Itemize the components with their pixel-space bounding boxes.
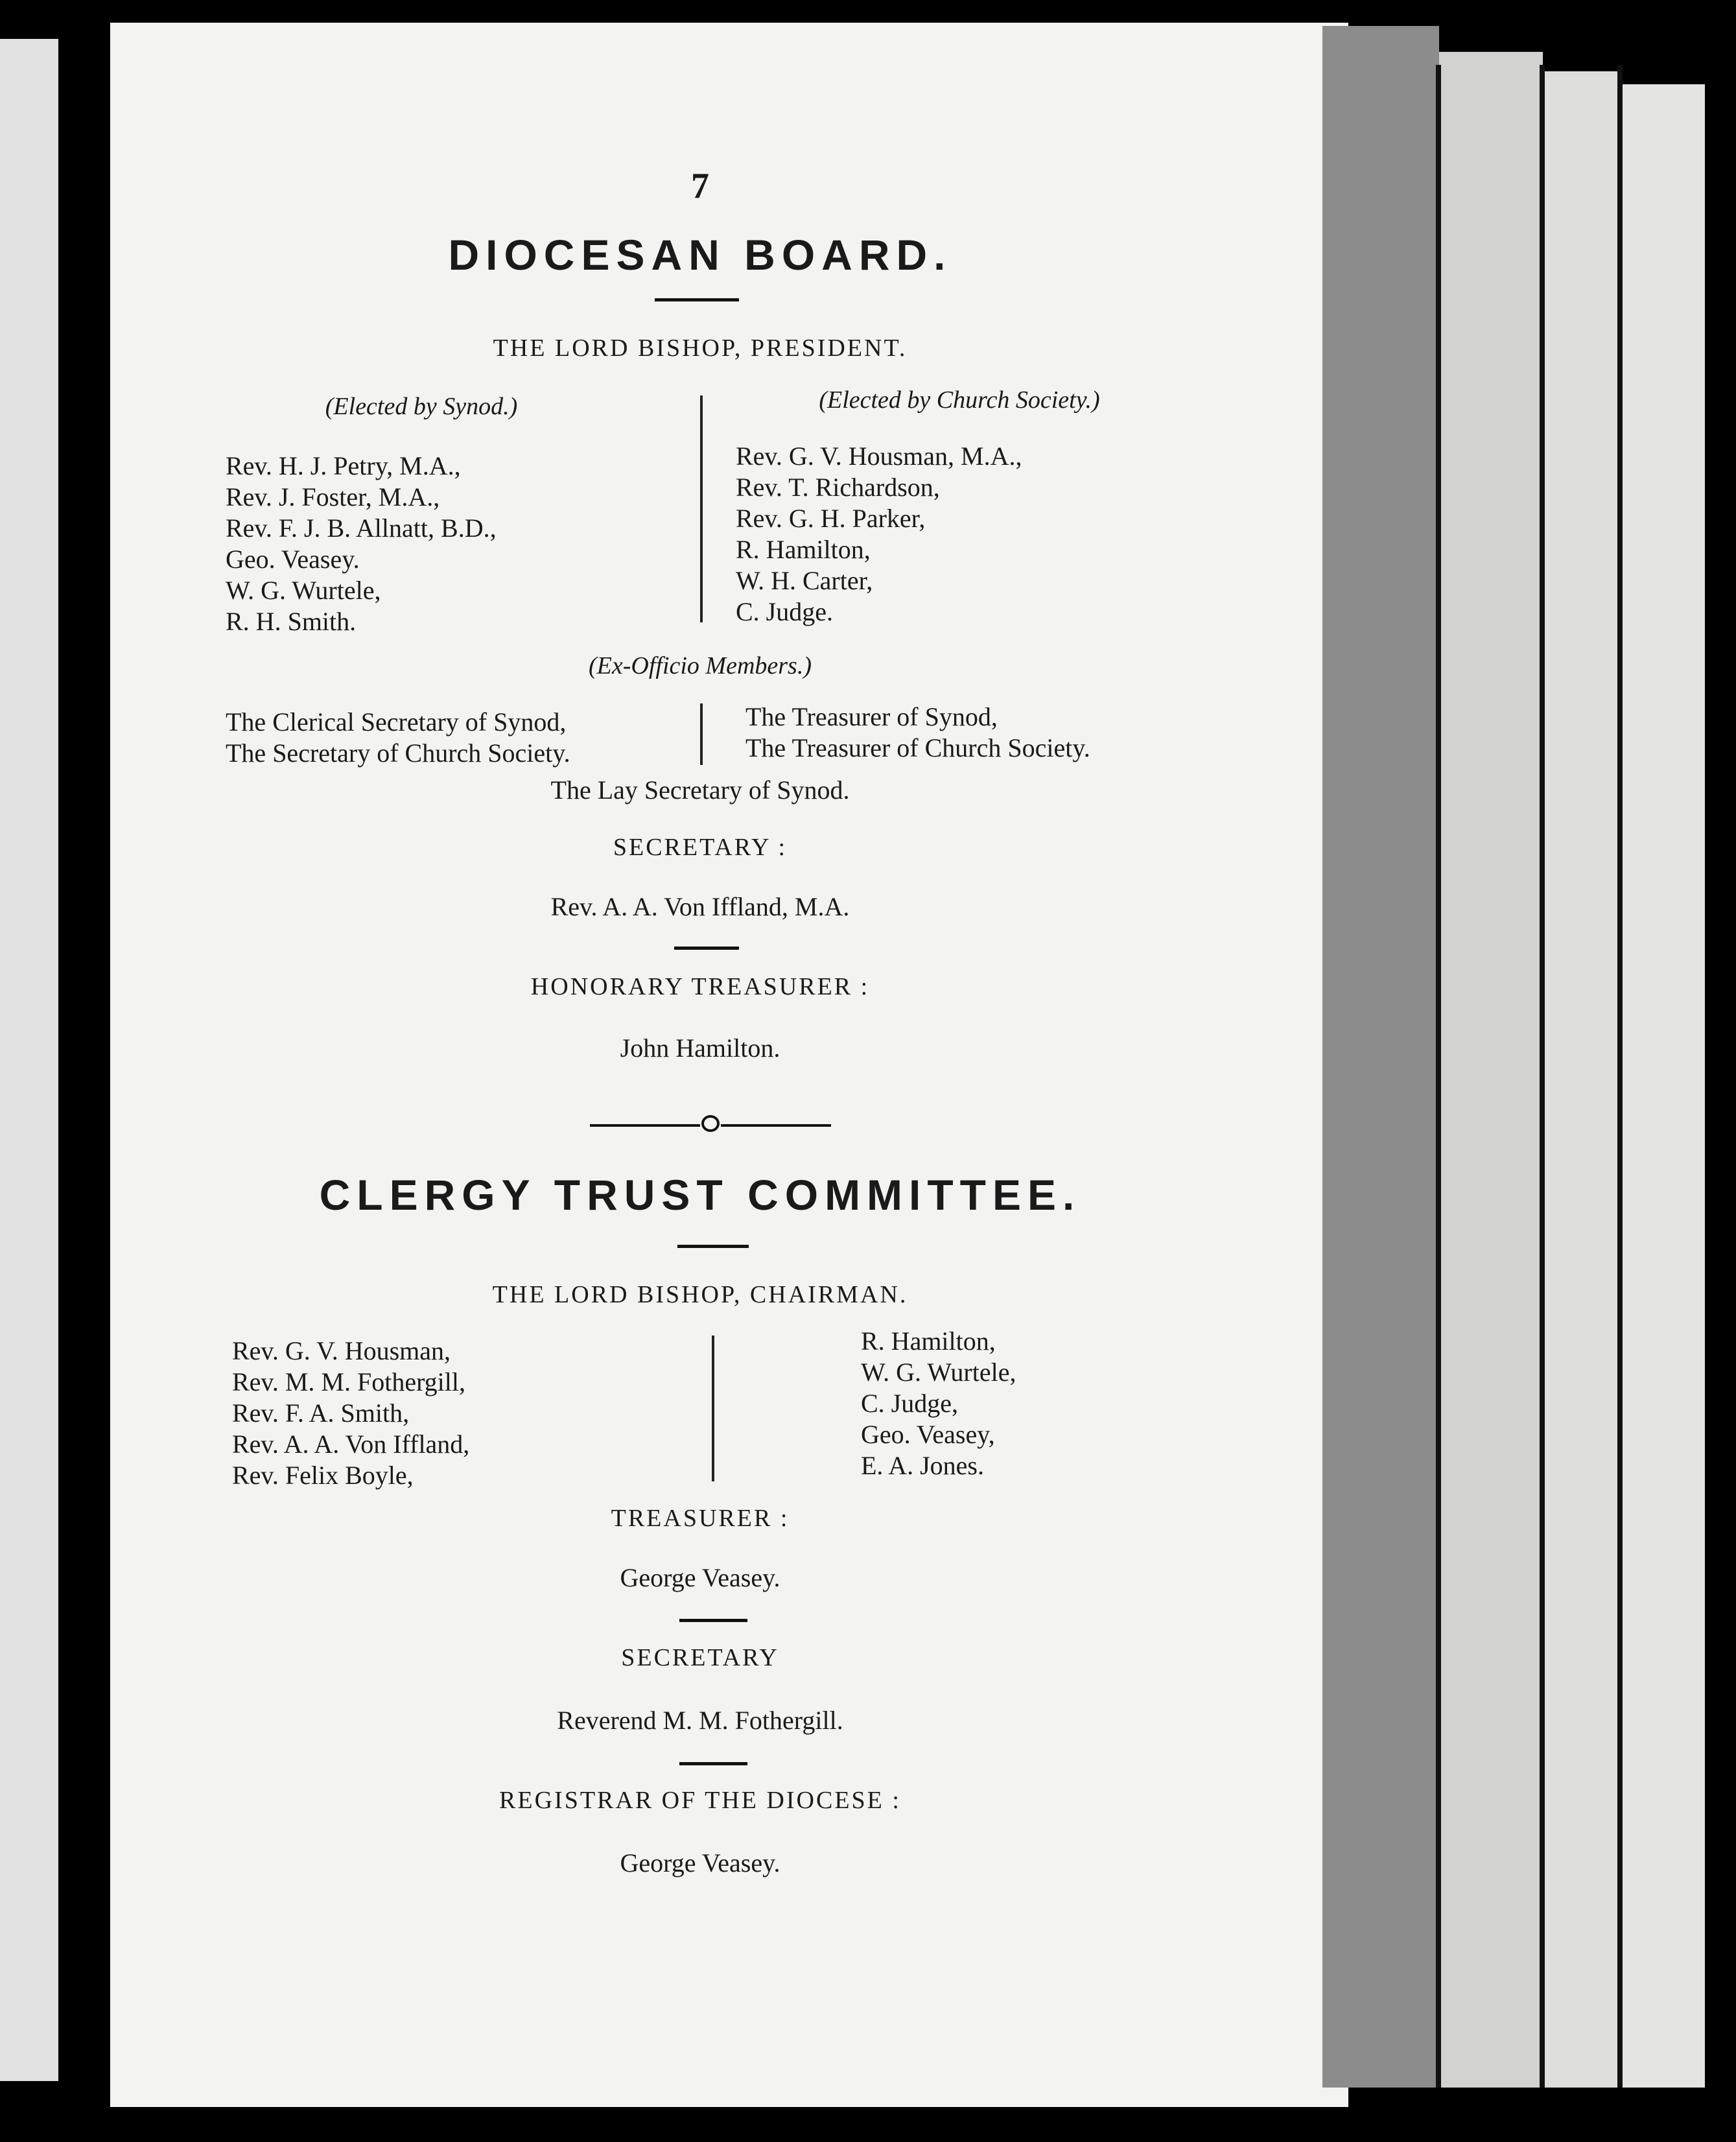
list-item: Geo. Veasey. xyxy=(226,545,360,574)
ex-officio-left-list xyxy=(226,707,570,769)
list-item: Rev. F. J. B. Allnatt, B.D., xyxy=(226,513,497,543)
list-item: Rev. F. A. Smith, xyxy=(232,1398,410,1428)
page-edge-line xyxy=(1436,65,1441,2088)
synod-heading: (Elected by Synod.) xyxy=(325,393,518,420)
list-item: Rev. Felix Boyle, xyxy=(232,1461,414,1490)
committee-secretary-name: Reverend M. M. Fothergill. xyxy=(557,1706,843,1735)
list-item: Rev. T. Richardson, xyxy=(736,473,940,502)
list-item: Rev. J. Foster, M.A., xyxy=(226,482,440,512)
list-item: R. Hamilton, xyxy=(861,1326,996,1356)
list-item: R. H. Smith. xyxy=(226,607,357,636)
registrar-name: George Veasey. xyxy=(620,1848,780,1877)
list-item: Rev. G. V. Housman, xyxy=(232,1336,451,1365)
committee-treasurer-name: George Veasey. xyxy=(620,1563,780,1592)
page-edge-stack xyxy=(1621,84,1705,2088)
registrar-heading: REGISTRAR OF THE DIOCESE : xyxy=(499,1787,901,1814)
secretary-heading: SECRETARY : xyxy=(613,834,788,861)
secretary-name: Rev. A. A. Von Iffland, M.A. xyxy=(550,892,850,921)
column-divider xyxy=(700,703,703,765)
committee-secretary-heading: SECRETARY xyxy=(621,1644,779,1671)
page-edge-line xyxy=(1540,65,1545,2088)
divider xyxy=(679,1619,747,1622)
list-item: W. H. Carter, xyxy=(736,566,873,595)
treasurer-heading: HONORARY TREASURER : xyxy=(530,973,870,1000)
list-item: The Clerical Secretary of Synod, xyxy=(226,707,567,736)
section-title-diocesan-board: DIOCESAN BOARD. xyxy=(448,231,952,279)
divider xyxy=(674,947,739,950)
list-item: R. Hamilton, xyxy=(736,535,871,564)
page-edge-stack xyxy=(1543,71,1621,2088)
list-item: The Treasurer of Synod, xyxy=(745,702,998,731)
page-edge-stack xyxy=(1439,52,1543,2088)
list-item: W. G. Wurtele, xyxy=(861,1358,1016,1387)
treasurer-name: John Hamilton. xyxy=(620,1033,780,1063)
committee-treasurer-heading: TREASURER : xyxy=(611,1505,790,1532)
list-item: C. Judge. xyxy=(736,597,833,626)
list-item: Geo. Veasey, xyxy=(861,1420,995,1449)
ornament-rule-left xyxy=(590,1124,700,1127)
column-divider xyxy=(700,395,703,622)
ornament-rule-right xyxy=(721,1124,831,1127)
page-number: 7 xyxy=(691,166,709,206)
president-line: THE LORD BISHOP, PRESIDENT. xyxy=(493,335,908,362)
list-item: Rev. M. M. Fothergill, xyxy=(232,1367,466,1396)
list-item: E. A. Jones. xyxy=(861,1451,984,1480)
synod-members-list xyxy=(226,451,497,637)
page-edge-line xyxy=(1617,65,1623,2088)
list-item: Rev. G. V. Housman, M.A., xyxy=(736,441,1022,471)
committee-right-list xyxy=(861,1326,1016,1481)
list-item: C. Judge, xyxy=(861,1389,958,1418)
ornament-circle xyxy=(701,1115,720,1132)
section-title-clergy-trust-committee: CLERGY TRUST COMMITTEE. xyxy=(319,1171,1081,1219)
divider xyxy=(679,1762,747,1765)
list-item: The Secretary of Church Society. xyxy=(226,738,570,768)
list-item: Rev. A. A. Von Iffland, xyxy=(232,1430,470,1459)
ex-officio-heading: (Ex-Officio Members.) xyxy=(589,652,812,679)
ex-officio-center-item: The Lay Secretary of Synod. xyxy=(550,775,850,805)
list-item: W. G. Wurtele, xyxy=(226,576,381,605)
list-item: Rev. H. J. Petry, M.A., xyxy=(226,451,461,480)
church-society-members-list xyxy=(736,441,1022,628)
divider xyxy=(677,1245,749,1248)
list-item: Rev. G. H. Parker, xyxy=(736,504,926,533)
divider xyxy=(655,298,739,301)
column-divider xyxy=(712,1336,714,1481)
committee-left-list xyxy=(232,1336,469,1491)
ex-officio-right-list xyxy=(745,701,1090,764)
church-society-heading: (Elected by Church Society.) xyxy=(819,386,1100,414)
list-item: The Treasurer of Church Society. xyxy=(745,733,1090,762)
chairman-line: THE LORD BISHOP, CHAIRMAN. xyxy=(492,1281,908,1308)
